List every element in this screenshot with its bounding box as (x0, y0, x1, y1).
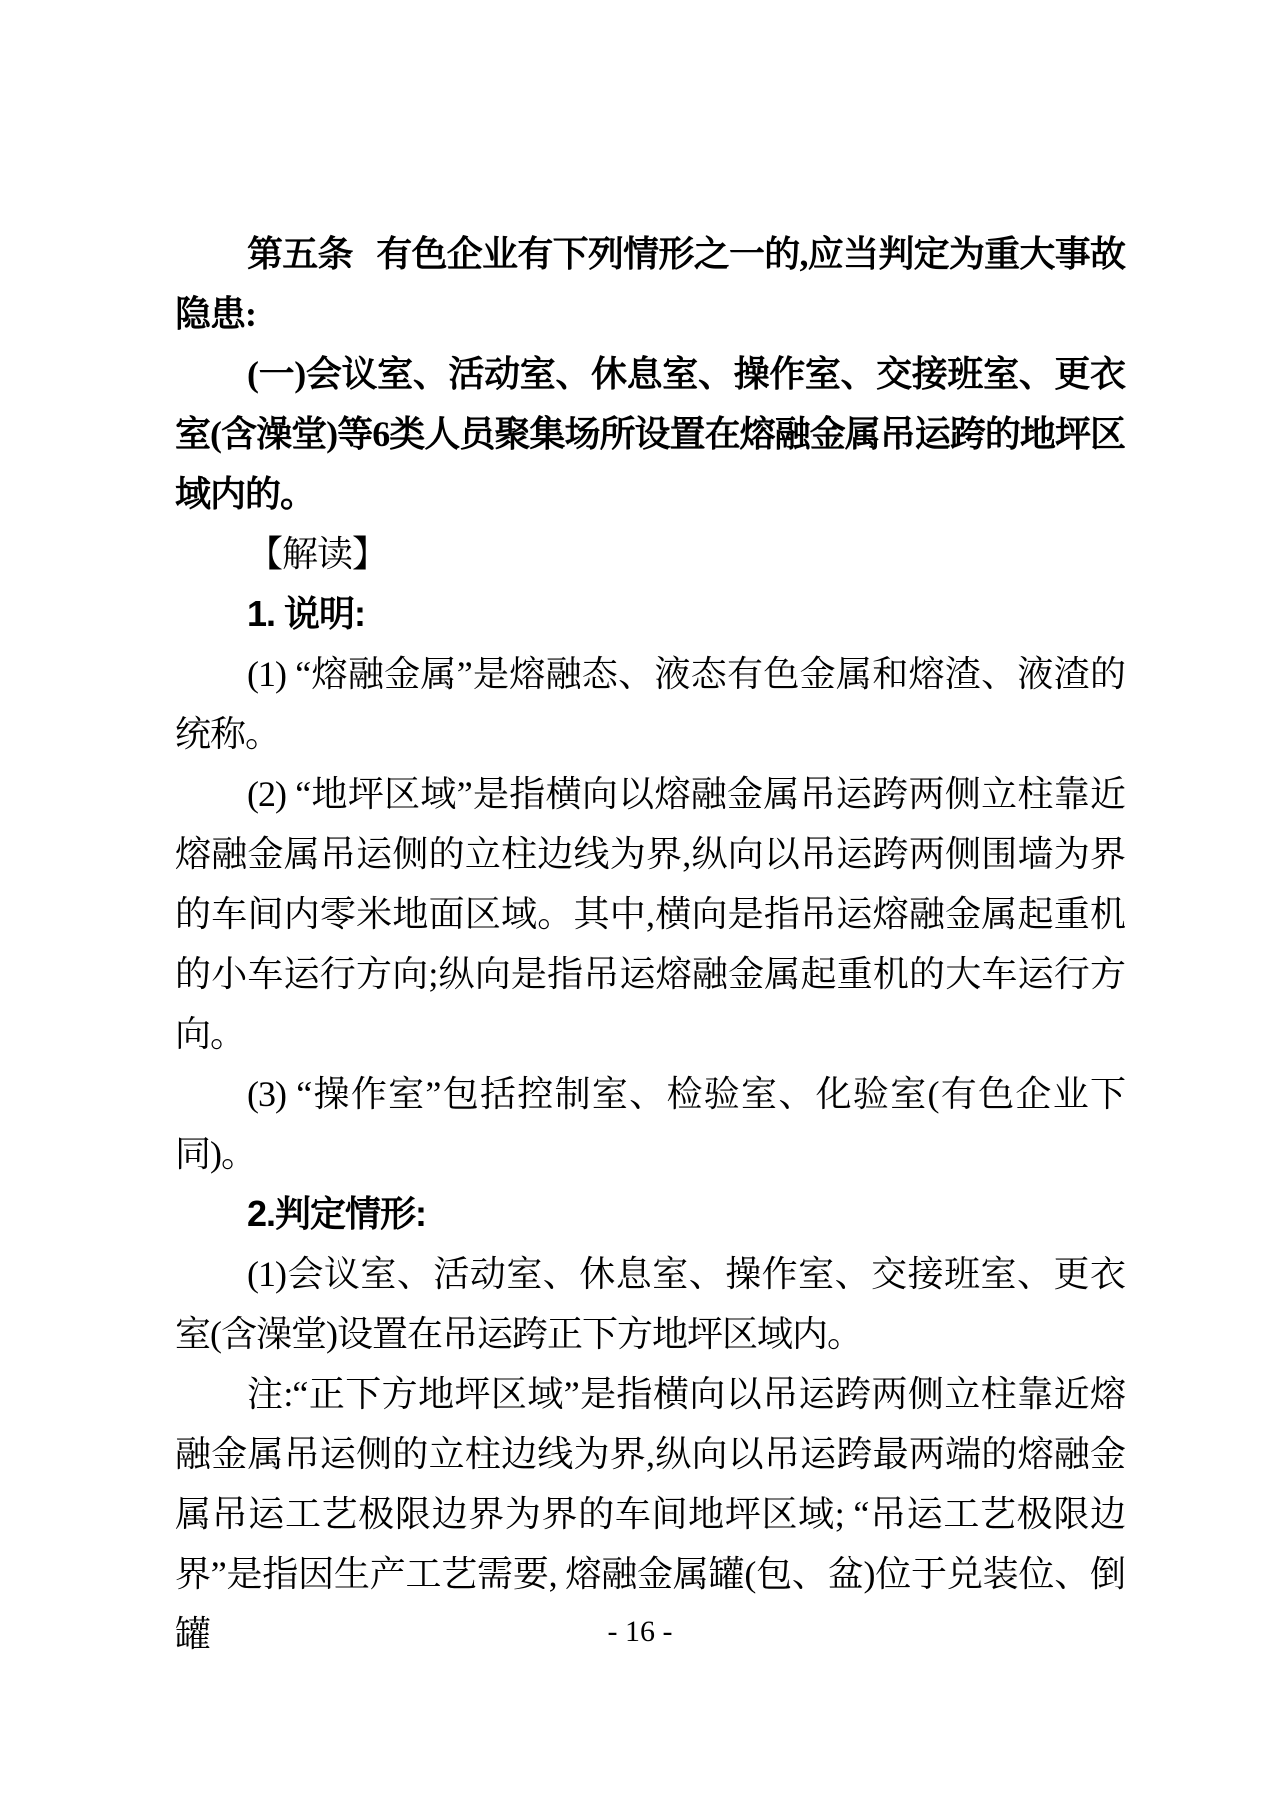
determination-item-1-paragraph: (1)会议室、活动室、休息室、操作室、交接班室、更衣室(含澡堂)设置在吊运跨正下方地坪区域内。 (175, 1254, 1125, 1354)
interpretation-label: 【解读】 (247, 534, 388, 574)
explanation-item-1-paragraph: (1) “熔融金属”是熔融态、液态有色金属和熔渣、液渣的统称。 (175, 654, 1125, 754)
clause-item-1-paragraph: (一)会议室、活动室、休息室、操作室、交接班室、更衣室(含澡堂)等6类人员聚集场所设置在熔融金属吊运跨的地坪区域内的。 (175, 354, 1125, 514)
section-2-heading: 2.判定情形: (247, 1193, 427, 1234)
article-intro-text: 有色企业有下列情形之一的,应当判定为重大事故隐患: (175, 234, 1125, 334)
section-1-heading: 1. 说明: (247, 593, 366, 634)
note-paragraph: 注:“正下方地坪区域”是指横向以吊运跨两侧立柱靠近熔融金属吊运侧的立柱边线为界,纵向以吊运跨最两端的熔融金属吊运工艺极限边界为界的车间地坪区域; “吊运工艺极限边界”是指因生产工艺需要, 熔融金属罐(包、盆)位于兑装位、倒罐 (175, 1374, 1125, 1654)
explanation-item-2-paragraph: (2) “地坪区域”是指横向以熔融金属吊运跨两侧立柱靠近熔融金属吊运侧的立柱边线为界,纵向以吊运跨两侧围墙为界的车间内零米地面区域。其中,横向是指吊运熔融金属起重机的小车运行方向;纵向是指吊运熔融金属起重机的大车运行方向。 (175, 774, 1125, 1054)
explanation-item-3-paragraph: (3) “操作室”包括控制室、检验室、化验室(有色企业下同)。 (175, 1074, 1125, 1174)
document-body (175, 224, 1125, 1664)
article-number: 第五条 (247, 233, 353, 274)
page-number: - 16 - (607, 1615, 673, 1648)
article-heading-paragraph (175, 224, 1125, 344)
